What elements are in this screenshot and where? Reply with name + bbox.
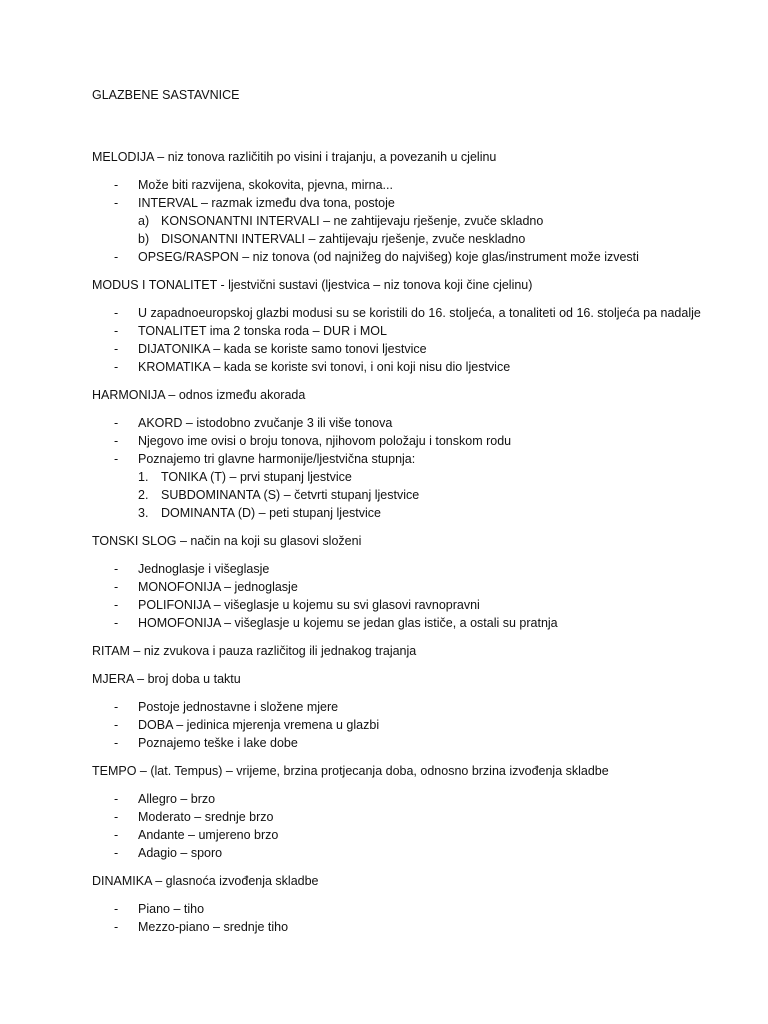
list-item: - DIJATONIKA – kada se koriste samo tonovi ljestvice <box>92 340 732 358</box>
list-item: - KROMATIKA – kada se koriste svi tonovi, i oni koji nisu dio ljestvice <box>92 358 732 376</box>
list-mjera <box>92 698 732 752</box>
sublist-intervali <box>138 212 732 248</box>
list-modus <box>92 304 732 376</box>
list-item: - Piano – tiho <box>92 900 732 918</box>
list-item: - Andante – umjereno brzo <box>92 826 732 844</box>
sublist-item <box>138 468 732 486</box>
section-heading-ritam: RITAM – niz zvukova i pauza različitog ili jednakog trajanja <box>92 644 417 658</box>
list-item: - Jednoglasje i višeglasje <box>92 560 732 578</box>
section-heading-melodija: MELODIJA – niz tonova različitih po visini i trajanju, a povezanih u cjelinu <box>92 150 497 164</box>
list-item: - OPSEG/RASPON – niz tonova (od najnižeg do najvišeg) koje glas/instrument može izvesti <box>92 248 732 266</box>
sublist-stupnjevi <box>138 468 732 522</box>
list-item: - Allegro – brzo <box>92 790 732 808</box>
list-item-text: INTERVAL – razmak između dva tona, postoje <box>138 196 395 210</box>
sublist-text: DOMINANTA (D) – peti stupanj ljestvice <box>161 506 381 520</box>
document-title: GLAZBENE SASTAVNICE <box>92 88 240 102</box>
list-item: - TONALITET ima 2 tonska roda – DUR i MOL <box>92 322 732 340</box>
list-item-text: Poznajemo tri glavne harmonije/ljestvična stupnja: <box>138 452 416 466</box>
list-item: - MONOFONIJA – jednoglasje <box>92 578 732 596</box>
sublist-text: DISONANTNI INTERVALI – zahtijevaju rješenje, zvuče neskladno <box>161 232 526 246</box>
list-dinamika <box>92 900 732 936</box>
list-item: - Adagio – sporo <box>92 844 732 862</box>
sublist-item <box>138 486 732 504</box>
sublist-mark: b) <box>138 232 150 246</box>
list-item: - Mezzo-piano – srednje tiho <box>92 918 732 936</box>
sublist-item <box>138 230 732 248</box>
sublist-mark: 2. <box>138 488 149 502</box>
sublist-text: TONIKA (T) – prvi stupanj ljestvice <box>161 470 352 484</box>
list-item: - U zapadnoeuropskoj glazbi modusi su se koristili do 16. stoljeća, a tonaliteti od 16. stoljeća pa nadalje <box>92 304 732 322</box>
list-item: - Može biti razvijena, skokovita, pjevna, mirna... <box>92 176 732 194</box>
list-tempo <box>92 790 732 862</box>
list-item: - AKORD – istodobno zvučanje 3 ili više tonova <box>92 414 732 432</box>
sublist-item <box>138 212 732 230</box>
section-heading-dinamika: DINAMIKA – glasnoća izvođenja skladbe <box>92 874 319 888</box>
list-item: - Moderato – srednje brzo <box>92 808 732 826</box>
list-item: - HOMOFONIJA – višeglasje u kojemu se jedan glas ističe, a ostali su pratnja <box>92 614 732 632</box>
list-item: - Poznajemo teške i lake dobe <box>92 734 732 752</box>
list-harmonija <box>92 414 732 522</box>
section-heading-harmonija: HARMONIJA – odnos između akorada <box>92 388 306 402</box>
section-heading-tonski-slog: TONSKI SLOG – način na koji su glasovi složeni <box>92 534 362 548</box>
list-tonski-slog <box>92 560 732 632</box>
list-item <box>92 450 732 522</box>
list-item: - DOBA – jedinica mjerenja vremena u glazbi <box>92 716 732 734</box>
section-heading-tempo: TEMPO – (lat. Tempus) – vrijeme, brzina protjecanja doba, odnosno brzina izvođenja skladbe <box>92 764 609 778</box>
section-heading-mjera: MJERA – broj doba u taktu <box>92 672 241 686</box>
sublist-text: SUBDOMINANTA (S) – četvrti stupanj ljestvice <box>161 488 420 502</box>
list-item: - Postoje jednostavne i složene mjere <box>92 698 732 716</box>
list-item <box>92 194 732 248</box>
sublist-item <box>138 504 732 522</box>
list-item: - Njegovo ime ovisi o broju tonova, njihovom položaju i tonskom rodu <box>92 432 732 450</box>
list-melodija <box>92 176 732 266</box>
section-heading-modus: MODUS I TONALITET - ljestvični sustavi (ljestvica – niz tonova koji čine cjelinu) <box>92 278 533 292</box>
sublist-mark: 1. <box>138 470 149 484</box>
sublist-text: KONSONANTNI INTERVALI – ne zahtijevaju rješenje, zvuče skladno <box>161 214 544 228</box>
document-page <box>92 86 732 946</box>
list-item: - POLIFONIJA – višeglasje u kojemu su svi glasovi ravnopravni <box>92 596 732 614</box>
sublist-mark: a) <box>138 214 150 228</box>
sublist-mark: 3. <box>138 506 149 520</box>
